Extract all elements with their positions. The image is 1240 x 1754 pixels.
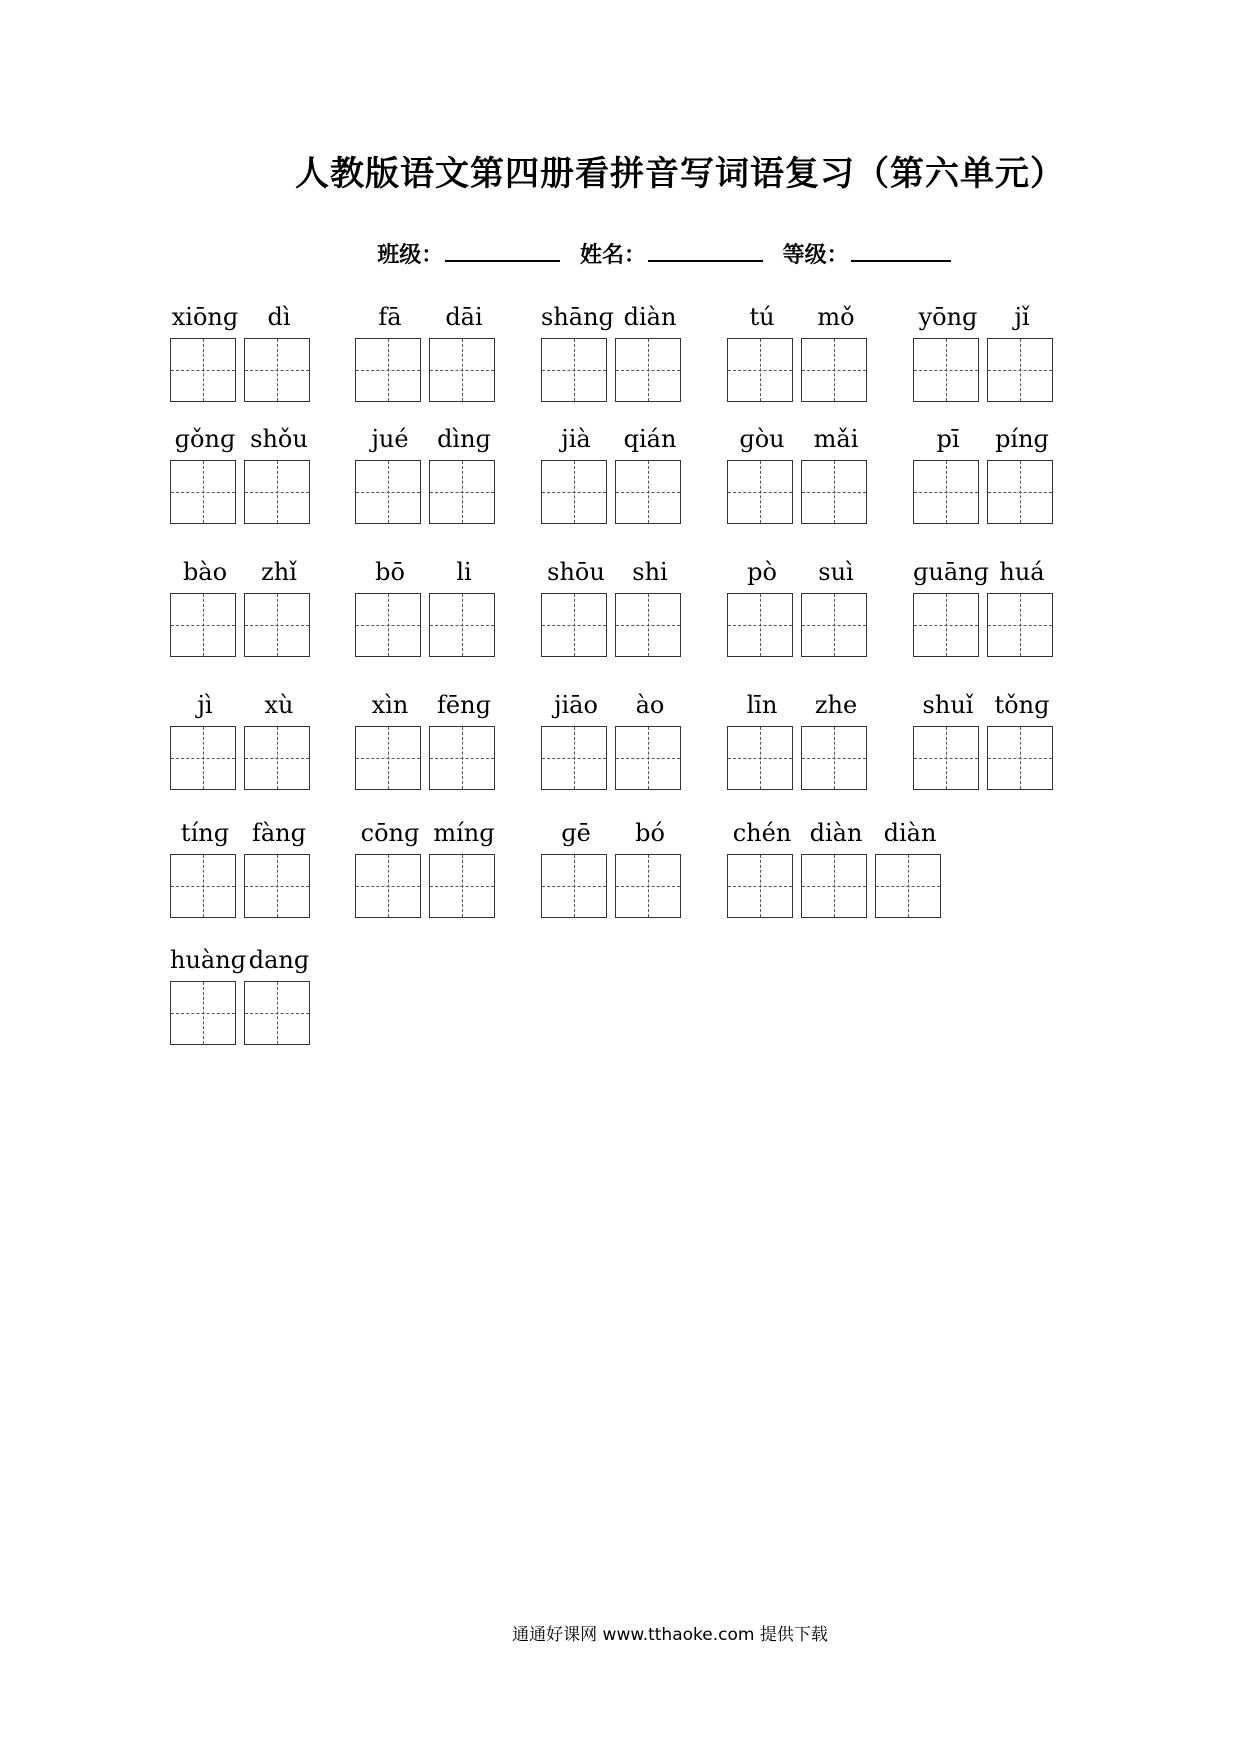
pinyin-syllable: zhe <box>814 691 858 719</box>
pinyin-syllable: fā <box>378 303 402 331</box>
tianzige-box[interactable] <box>244 981 310 1045</box>
pinyin-syllable: fēnɡ <box>437 691 491 719</box>
pinyin-syllable: shānɡ <box>541 303 614 331</box>
tianzige-box[interactable] <box>987 338 1053 402</box>
pinyin-syllable: chén <box>732 819 792 847</box>
pinyin-syllable: mǎi <box>813 425 859 453</box>
tianzige-box[interactable] <box>244 854 310 918</box>
tianzige-box[interactable] <box>541 460 607 524</box>
tianzige-box[interactable] <box>801 593 867 657</box>
tianzige-box[interactable] <box>913 460 979 524</box>
pinyin-syllable: pò <box>747 558 777 586</box>
pinyin-syllable: pínɡ <box>995 425 1049 453</box>
tianzige-box[interactable] <box>615 593 681 657</box>
writing-boxes <box>541 854 681 918</box>
tianzige-box[interactable] <box>244 338 310 402</box>
pinyin-syllable: bào <box>182 558 228 586</box>
tianzige-box[interactable] <box>355 726 421 790</box>
pinyin-syllable: diàn <box>623 303 677 331</box>
writing-boxes <box>170 338 310 402</box>
tianzige-box[interactable] <box>987 460 1053 524</box>
tianzige-box[interactable] <box>727 593 793 657</box>
writing-boxes <box>727 593 867 657</box>
tianzige-box[interactable] <box>987 593 1053 657</box>
pinyin-syllable: bó <box>635 819 665 847</box>
pinyin-syllable: fànɡ <box>251 819 306 847</box>
pinyin-syllable: mínɡ <box>433 819 495 847</box>
tianzige-box[interactable] <box>801 338 867 402</box>
class-label: 班级： <box>377 243 444 268</box>
writing-boxes <box>355 460 495 524</box>
tianzige-box[interactable] <box>727 854 793 918</box>
tianzige-box[interactable] <box>615 460 681 524</box>
pinyin-syllable: suì <box>818 558 854 586</box>
pinyin-syllable: ɡuānɡ <box>913 558 989 586</box>
tianzige-box[interactable] <box>913 726 979 790</box>
tianzige-box[interactable] <box>541 338 607 402</box>
pinyin-syllable: qián <box>623 425 677 453</box>
writing-boxes <box>913 593 1053 657</box>
pinyin-syllable: līn <box>746 691 778 719</box>
tianzige-box[interactable] <box>244 593 310 657</box>
tianzige-box[interactable] <box>170 593 236 657</box>
tianzige-box[interactable] <box>727 460 793 524</box>
writing-boxes <box>727 338 867 402</box>
tianzige-box[interactable] <box>170 854 236 918</box>
tianzige-box[interactable] <box>429 726 495 790</box>
tianzige-box[interactable] <box>615 854 681 918</box>
writing-boxes <box>355 726 495 790</box>
tianzige-box[interactable] <box>355 460 421 524</box>
tianzige-box[interactable] <box>615 338 681 402</box>
writing-boxes <box>170 981 310 1045</box>
tianzige-box[interactable] <box>244 726 310 790</box>
name-label: 姓名： <box>579 243 646 268</box>
pinyin-syllable: shōu <box>547 558 605 586</box>
tianzige-box[interactable] <box>727 726 793 790</box>
pinyin-syllable: li <box>456 558 472 586</box>
pinyin-syllable: xìn <box>371 691 409 719</box>
pinyin-syllable: cōnɡ <box>360 819 420 847</box>
tianzige-box[interactable] <box>429 854 495 918</box>
writing-boxes <box>727 726 867 790</box>
pinyin-syllable: bō <box>375 558 405 586</box>
writing-boxes <box>355 854 495 918</box>
pinyin-syllable: shǒu <box>250 425 308 453</box>
tianzige-box[interactable] <box>170 460 236 524</box>
writing-boxes <box>541 593 681 657</box>
pinyin-syllable: huá <box>999 558 1045 586</box>
tianzige-box[interactable] <box>801 726 867 790</box>
footer-credit: 通通好课网 www.tthaoke.com 提供下载 <box>512 1625 828 1645</box>
pinyin-syllable: diàn <box>809 819 863 847</box>
tianzige-box[interactable] <box>355 854 421 918</box>
writing-boxes <box>727 854 941 918</box>
pinyin-syllable: pī <box>936 425 960 453</box>
writing-boxes <box>913 726 1053 790</box>
writing-boxes <box>170 726 310 790</box>
pinyin-syllable: ào <box>635 691 665 719</box>
pinyin-syllable: dì <box>267 303 291 331</box>
tianzige-box[interactable] <box>875 854 941 918</box>
pinyin-syllable: ɡǒnɡ <box>174 425 236 453</box>
pinyin-syllable: yōnɡ <box>918 303 978 331</box>
pinyin-syllable: tínɡ <box>180 819 230 847</box>
pinyin-syllable: diàn <box>883 819 937 847</box>
pinyin-syllable: xù <box>264 691 294 719</box>
tianzige-box[interactable] <box>913 593 979 657</box>
pinyin-syllable: xiōnɡ <box>171 303 239 331</box>
pinyin-syllable: dìnɡ <box>437 425 491 453</box>
tianzige-box[interactable] <box>429 460 495 524</box>
writing-boxes <box>727 460 867 524</box>
pinyin-syllable: shi <box>632 558 668 586</box>
writing-boxes <box>170 460 310 524</box>
tianzige-box[interactable] <box>615 726 681 790</box>
tianzige-box[interactable] <box>987 726 1053 790</box>
pinyin-syllable: tǒnɡ <box>994 691 1050 719</box>
writing-boxes <box>355 338 495 402</box>
pinyin-syllable: danɡ <box>248 946 310 974</box>
writing-boxes <box>541 726 681 790</box>
tianzige-box[interactable] <box>801 460 867 524</box>
writing-boxes <box>170 593 310 657</box>
tianzige-box[interactable] <box>429 593 495 657</box>
pinyin-syllable: mǒ <box>817 303 855 331</box>
tianzige-box[interactable] <box>541 593 607 657</box>
tianzige-box[interactable] <box>801 854 867 918</box>
pinyin-syllable: jǐ <box>1014 303 1030 331</box>
pinyin-syllable: tú <box>749 303 775 331</box>
tianzige-box[interactable] <box>170 726 236 790</box>
tianzige-box[interactable] <box>913 338 979 402</box>
writing-boxes <box>913 460 1053 524</box>
tianzige-box[interactable] <box>170 338 236 402</box>
writing-boxes <box>541 338 681 402</box>
grade-label: 等级： <box>782 243 849 268</box>
pinyin-syllable: zhǐ <box>261 558 297 586</box>
pinyin-syllable: jiāo <box>554 691 598 719</box>
tianzige-box[interactable] <box>355 338 421 402</box>
page-title: 人教版语文第四册看拼音写词语复习（第六单元） <box>295 154 1065 194</box>
tianzige-box[interactable] <box>244 460 310 524</box>
pinyin-syllable: jué <box>371 425 409 453</box>
writing-boxes <box>913 338 1053 402</box>
writing-boxes <box>355 593 495 657</box>
tianzige-box[interactable] <box>429 338 495 402</box>
tianzige-box[interactable] <box>727 338 793 402</box>
writing-boxes <box>170 854 310 918</box>
tianzige-box[interactable] <box>541 726 607 790</box>
tianzige-box[interactable] <box>355 593 421 657</box>
pinyin-syllable: jià <box>561 425 591 453</box>
tianzige-box[interactable] <box>170 981 236 1045</box>
tianzige-box[interactable] <box>541 854 607 918</box>
pinyin-syllable: shuǐ <box>922 691 974 719</box>
writing-boxes <box>541 460 681 524</box>
pinyin-syllable: ɡòu <box>739 425 785 453</box>
pinyin-syllable: ɡē <box>561 819 591 847</box>
pinyin-syllable: dāi <box>445 303 483 331</box>
pinyin-syllable: huànɡ <box>170 946 247 974</box>
pinyin-syllable: jì <box>197 691 213 719</box>
